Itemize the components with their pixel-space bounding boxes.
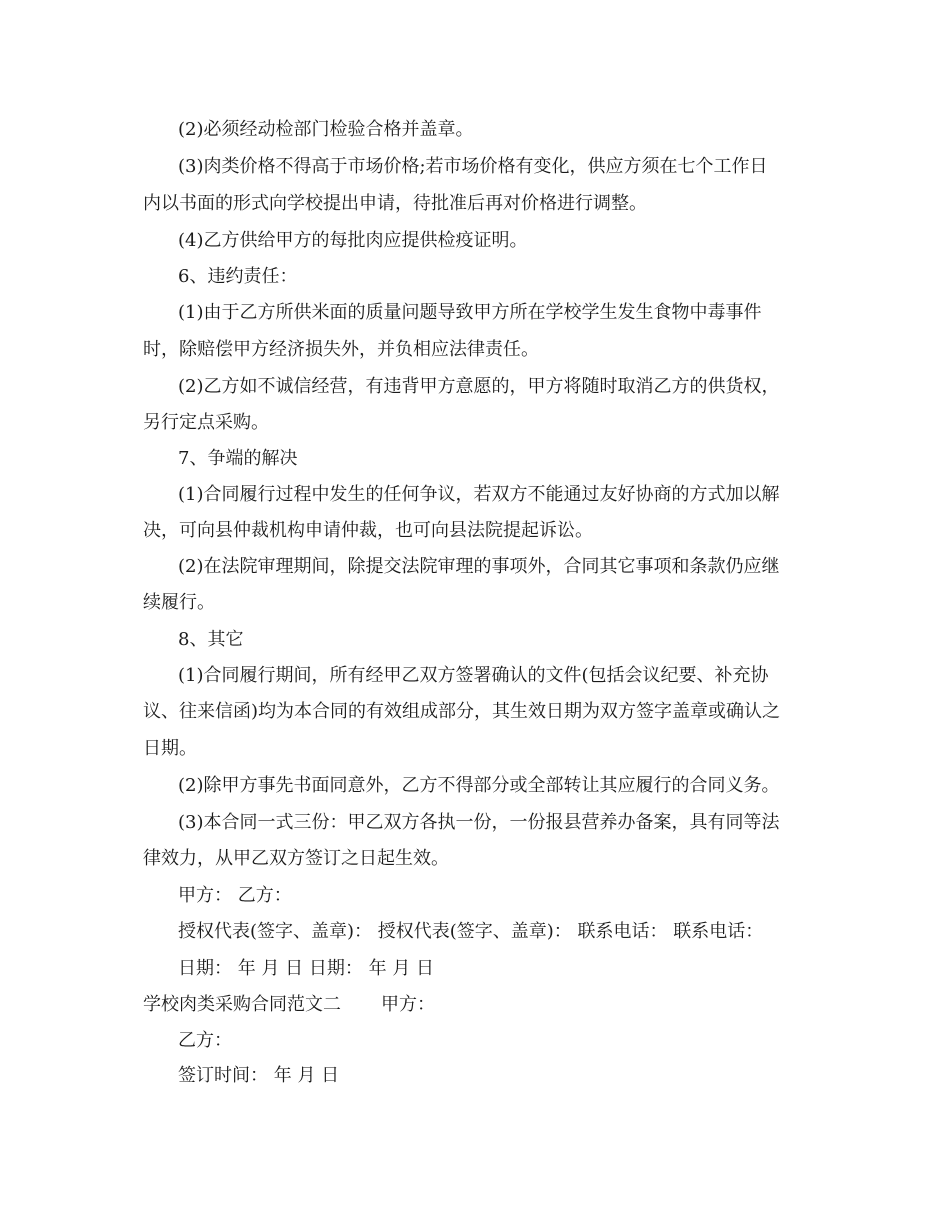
section-heading: 7、争端的解决 (178, 448, 298, 469)
text-line: 另行定点采购。 (143, 412, 269, 433)
text-line: 议、往来信函)均为本合同的有效组成部分，其生效日期为双方签字盖章或确认之 (143, 701, 781, 722)
text-line: (1)合同履行期间，所有经甲乙双方签署确认的文件(包括会议纪要、补充协 (178, 665, 769, 686)
signature-parties: 甲方： 乙方： (178, 885, 292, 906)
text-line: 日期。 (143, 738, 197, 759)
text-line: (1)由于乙方所供米面的质量问题导致甲方所在学校学生发生食物中毒事件 (178, 302, 762, 323)
party-b-label: 乙方： (178, 1030, 232, 1051)
text-line: (2)在法院审理期间，除提交法院审理的事项外，合同其它事项和条款仍应继 (178, 556, 780, 577)
text-line: (1)合同履行过程中发生的任何争议，若双方不能通过友好协商的方式加以解 (178, 484, 780, 505)
section-heading: 8、其它 (178, 629, 244, 650)
section-heading: 6、违约责任： (178, 266, 298, 287)
text-line: 时，除赔偿甲方经济损失外，并负相应法律责任。 (143, 339, 539, 360)
text-line: (2)必须经动检部门检验合格并盖章。 (178, 119, 474, 140)
text-line: (2)乙方如不诚信经营，有违背甲方意愿的，甲方将随时取消乙方的供货权， (178, 376, 780, 397)
party-a-label: 甲方： (381, 994, 435, 1015)
text-line: (3)肉类价格不得高于市场价格;若市场价格有变化，供应方须在七个工作日 (178, 156, 768, 177)
text-line: (3)本合同一式三份：甲乙双方各执一份，一份报县营养办备案，具有同等法 (178, 812, 780, 833)
document-title: 学校肉类采购合同范文二 (143, 994, 341, 1015)
text-line: 内以书面的形式向学校提出申请，待批准后再对价格进行调整。 (143, 193, 647, 214)
signature-dates: 日期： 年 月 日 日期： 年 月 日 (178, 958, 435, 979)
text-line: 续履行。 (143, 592, 215, 613)
text-line: 决，可向县仲裁机构申请仲裁，也可向县法院提起诉讼。 (143, 520, 593, 541)
text-line: (4)乙方供给甲方的每批肉应提供检疫证明。 (178, 230, 528, 251)
signature-representatives: 授权代表(签字、盖章)： 授权代表(签字、盖章)： 联系电话： 联系电话： (178, 921, 764, 942)
text-line: (2)除甲方事先书面同意外，乙方不得部分或全部转让其应履行的合同义务。 (178, 775, 780, 796)
text-line: 律效力，从甲乙双方签订之日起生效。 (143, 848, 449, 869)
signing-date-line: 签订时间： 年 月 日 (178, 1065, 340, 1086)
second-contract-title-line (143, 987, 435, 1023)
